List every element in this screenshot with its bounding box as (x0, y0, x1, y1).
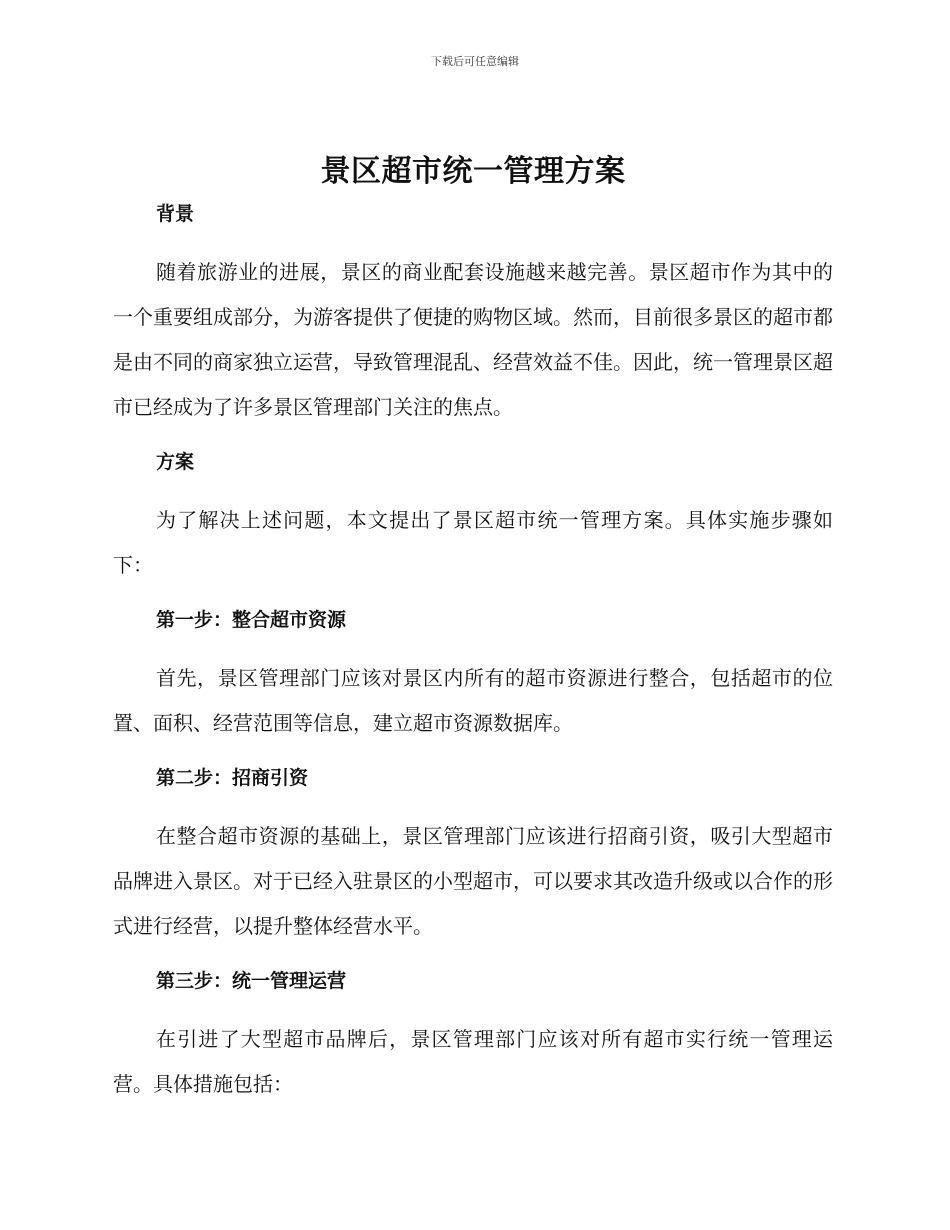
section-heading-background: 背景 (156, 203, 195, 225)
section-paragraph-step1: 首先，景区管理部门应该对景区内所有的超市资源进行整合，包括超市的位置、面积、经营范围等信息，建立超市资源数据库。 (113, 666, 833, 735)
section-heading-plan: 方案 (156, 451, 195, 473)
section-heading-step3: 第三步：统一管理运营 (156, 970, 347, 992)
header-note: 下载后可任意编辑 (431, 55, 519, 68)
section-paragraph-background: 随着旅游业的进展，景区的商业配套设施越来越完善。景区超市作为其中的一个重要组成部分，为游客提供了便捷的购物区域。然而，目前很多景区的超市都是由不同的商家独立运营，导致管理混乱、经营效益不佳。因此，统一管理景区超市已经成为了许多景区管理部门关注的焦点。 (113, 260, 833, 419)
section-paragraph-step2: 在整合超市资源的基础上，景区管理部门应该进行招商引资，吸引大型超市品牌进入景区。对于已经入驻景区的小型超市，可以要求其改造升级或以合作的形式进行经营，以提升整体经营水平。 (113, 824, 833, 938)
document-title: 景区超市统一管理方案 (320, 154, 626, 189)
document-body (113, 150, 833, 1107)
section-heading-step2: 第二步：招商引资 (156, 767, 309, 789)
section-heading-step1: 第一步：整合超市资源 (156, 609, 347, 631)
section-paragraph-plan: 为了解决上述问题，本文提出了景区超市统一管理方案。具体实施步骤如下： (113, 508, 833, 577)
section-paragraph-step3: 在引进了大型超市品牌后，景区管理部门应该对所有超市实行统一管理运营。具体措施包括： (113, 1027, 833, 1096)
